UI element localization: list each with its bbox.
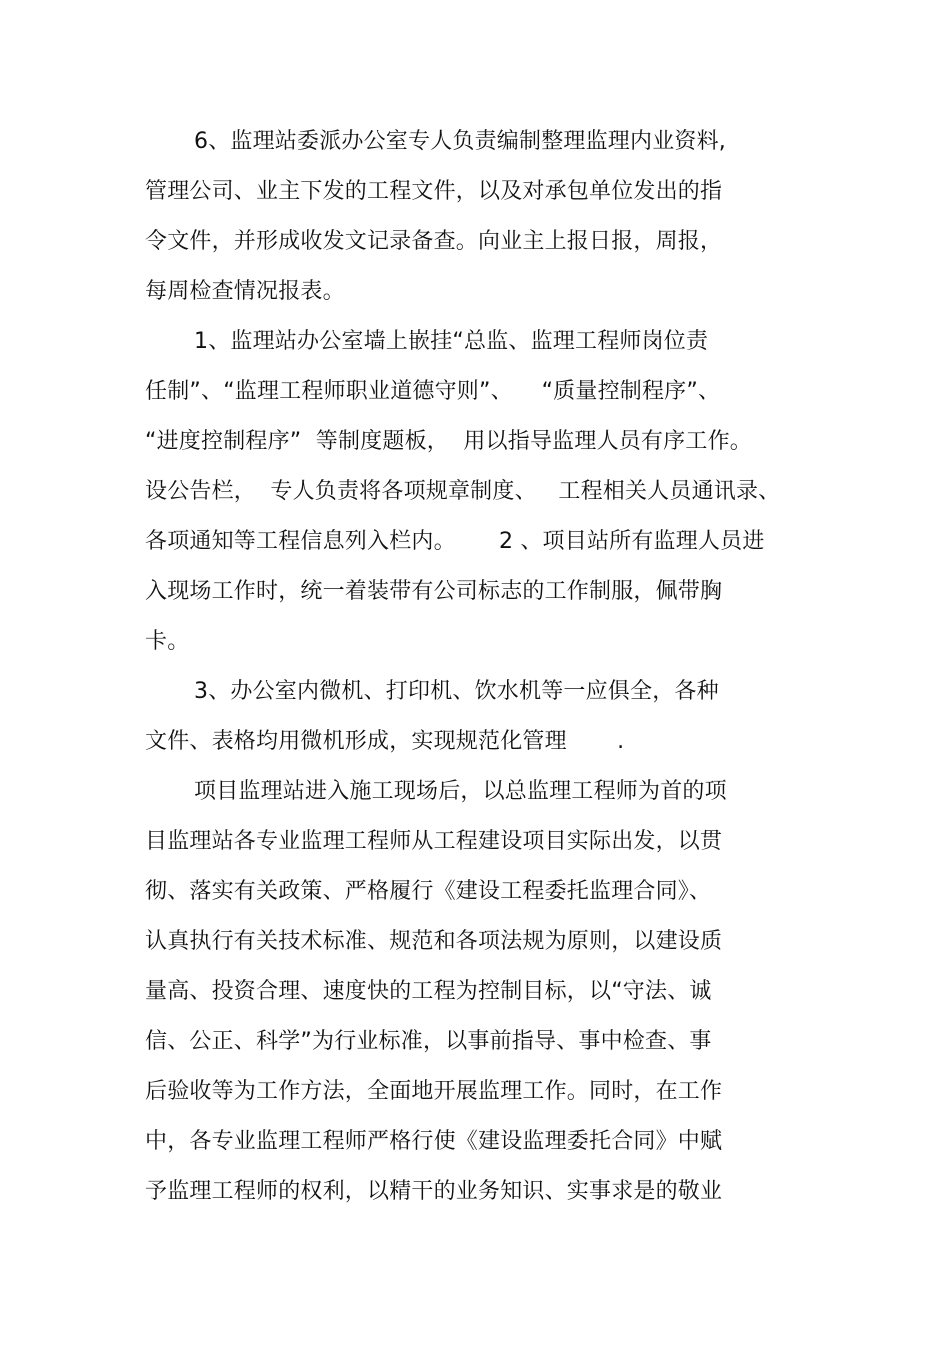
text-line: 6、监理站委派办公室专人负责编制整理监理内业资料,	[194, 129, 726, 154]
text-line: 1、监理站办公室墙上嵌挂“总监、监理工程师岗位责	[194, 329, 709, 354]
text-line: 文件、表格均用微机形成，实现规范化管理 .	[145, 729, 625, 754]
text-line: 入现场工作时，统一着装带有公司标志的工作制服，佩带胸	[145, 579, 723, 604]
text-line: 项目监理站进入施工现场后，以总监理工程师为首的项	[194, 779, 727, 804]
text-line: 管理公司、业主下发的工程文件，以及对承包单位发出的指	[145, 179, 723, 204]
text-line: 令文件，并形成收发文记录备查。向业主上报日报，周报，	[145, 229, 723, 254]
text-line: 各项通知等工程信息列入栏内。 2 、项目站所有监理人员进	[145, 529, 765, 554]
text-line: 任制”、“监理工程师职业道德守则”、 “质量控制程序”、	[145, 379, 721, 404]
text-line: 3、办公室内微机、打印机、饮水机等一应俱全，各种	[194, 679, 719, 704]
text-line: “进度控制程序” 等制度题板， 用以指导监理人员有序工作。	[145, 429, 752, 454]
text-line: 信、公正、科学”为行业标准，以事前指导、事中检查、事	[145, 1029, 712, 1054]
text-line: 后验收等为工作方法，全面地开展监理工作。同时，在工作	[145, 1079, 723, 1104]
text-line: 每周检查情况报表。	[145, 279, 345, 304]
text-line: 卡。	[145, 629, 190, 654]
text-line: 彻、落实有关政策、严格履行《建设工程委托监理合同》、	[145, 879, 712, 904]
text-line: 设公告栏， 专人负责将各项规章制度、 工程相关人员通讯录、	[145, 479, 781, 504]
text-line: 中，各专业监理工程师严格行使《建设监理委托合同》中赋	[145, 1129, 723, 1154]
text-line: 予监理工程师的权利，以精干的业务知识、实事求是的敬业	[145, 1179, 723, 1204]
text-line: 量高、投资合理、速度快的工程为控制目标，以“守法、诚	[145, 979, 712, 1004]
text-line: 认真执行有关技术标准、规范和各项法规为原则，以建设质	[145, 929, 723, 954]
text-line: 目监理站各专业监理工程师从工程建设项目实际出发，以贯	[145, 829, 723, 854]
